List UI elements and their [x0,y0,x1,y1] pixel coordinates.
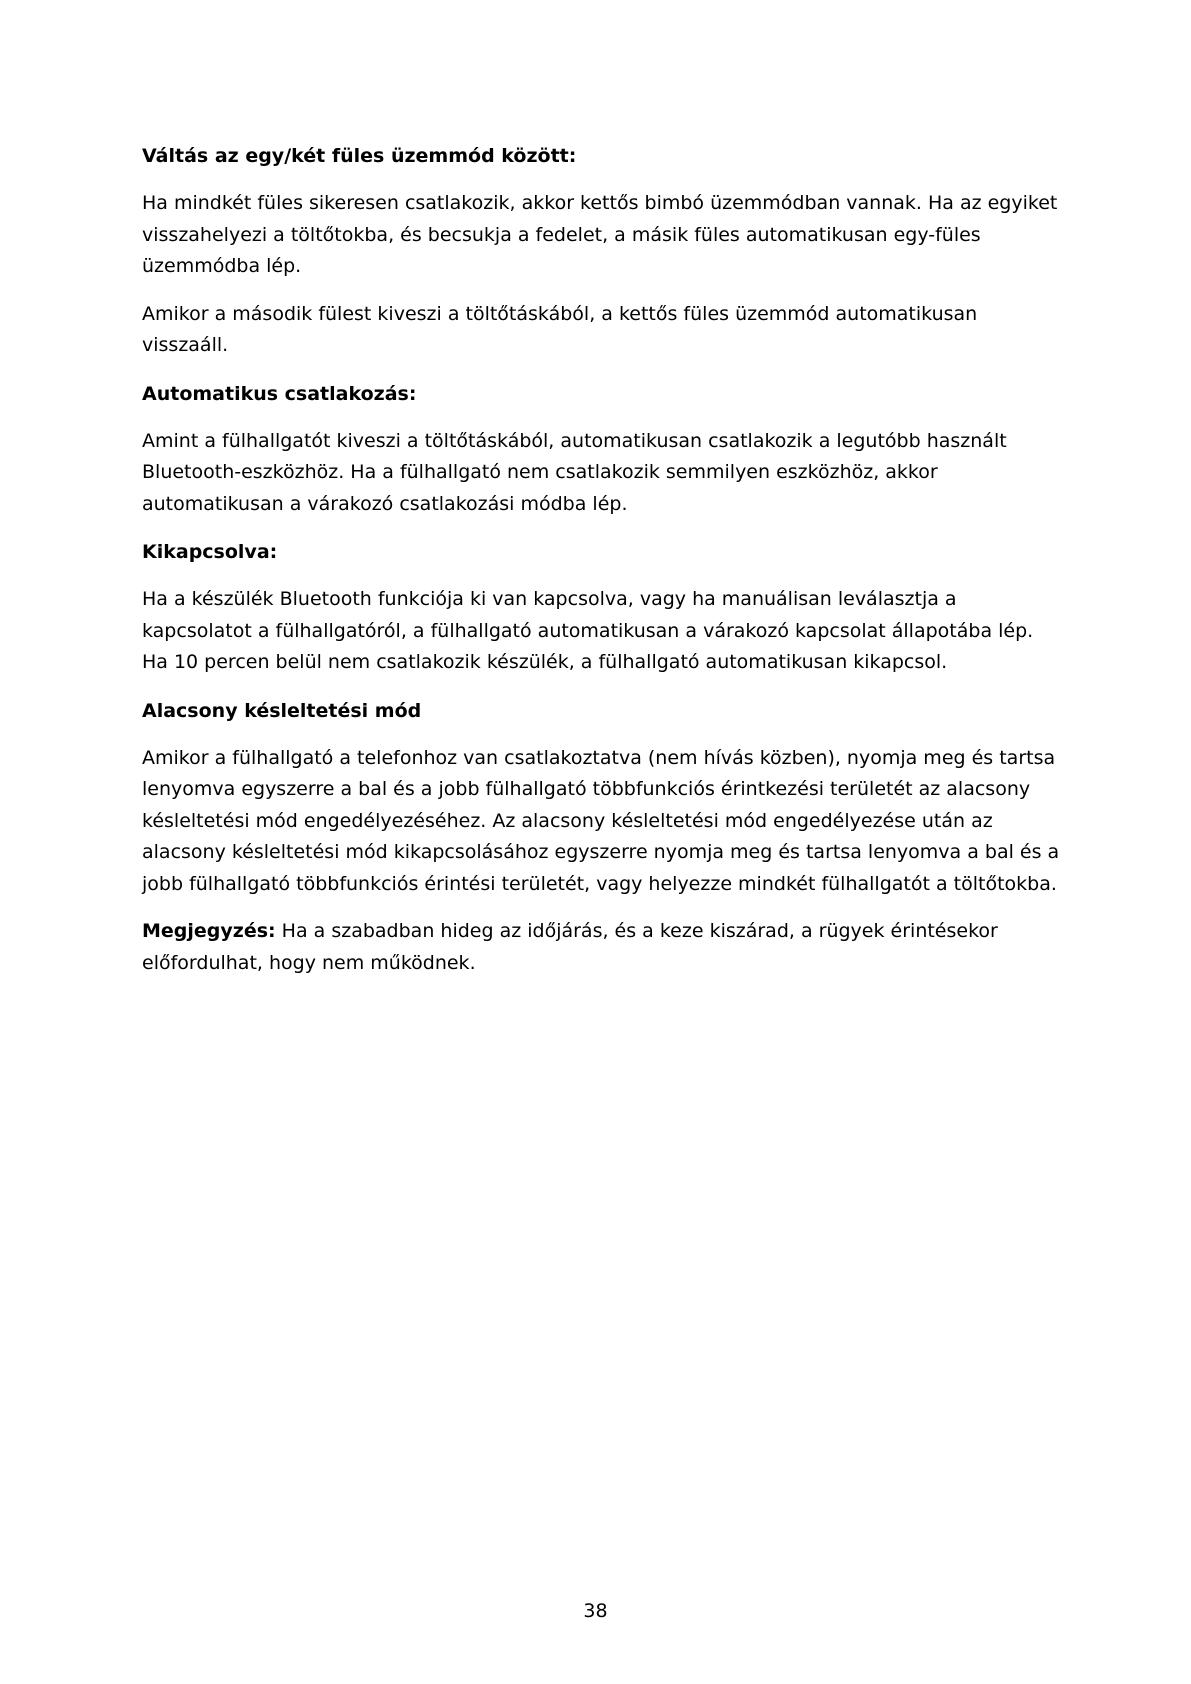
section-heading-power-off: Kikapcsolva: [142,541,278,563]
paragraph-auto-connect: Amint a fülhallgatót kiveszi a töltőtáskából, automatikusan csatlakozik a legutóbb használt Bluetooth-eszközhöz. Ha a fülhallgató nem csatlakozik semmilyen eszközhöz, akkor automatikusan a várakozó csatlakozási módba lép. [142,429,1007,515]
paragraph-mode-switch-2: Amikor a második fülest kiveszi a töltőtáskából, a kettős füles üzemmód automatikusan visszaáll. [142,302,978,356]
note-label: Megjegyzés: [142,920,276,942]
paragraph-mode-switch-1: Ha mindkét füles sikeresen csatlakozik, akkor kettős bimbó üzemmódban vannak. Ha az egyiket visszahelyezi a töltőtokba, és becsukja a fedelet, a másik füles automatikusan egy-füles üzemmódba lép. [142,192,1058,277]
paragraph-low-latency: Amikor a fülhallgató a telefonhoz van csatlakoztatva (nem hívás közben), nyomja meg és tartsa lenyomva egyszerre a bal és a jobb fülhallgató többfunkciós érintkezési területét az alacsony késleltetési mód engedélyezéséhez. Az alacsony késleltetési mód engedélyezése után az alacsony késleltetési mód kikapcsolásához egyszerre nyomja meg és tartsa lenyomva a bal és a jobb fülhallgató többfunkciós érintési területét, vagy helyezze mindkét fülhallgatót a töltőtokba. [142,746,1060,895]
note-text: Ha a szabadban hideg az időjárás, és a keze kiszárad, a rügyek érintésekor előfordulhat, hogy nem működnek. [142,920,998,974]
section-heading-mode-switch: Váltás az egy/két füles üzemmód között: [142,145,577,167]
note-paragraph [142,916,1062,979]
page-content [142,140,1062,995]
section-heading-auto-connect: Automatikus csatlakozás: [142,382,417,405]
page-number: 38 [583,1600,608,1622]
section-heading-low-latency: Alacsony késleltetési mód [142,699,422,722]
paragraph-power-off: Ha a készülék Bluetooth funkciója ki van kapcsolva, vagy ha manuálisan leválasztja a kapcsolatot a fülhallgatóról, a fülhallgató automatikusan a várakozó kapcsolat állapotába lép. Ha 10 percen belül nem csatlakozik készülék, a fülhallgató automatikusan kikapcsol. [142,588,1034,673]
